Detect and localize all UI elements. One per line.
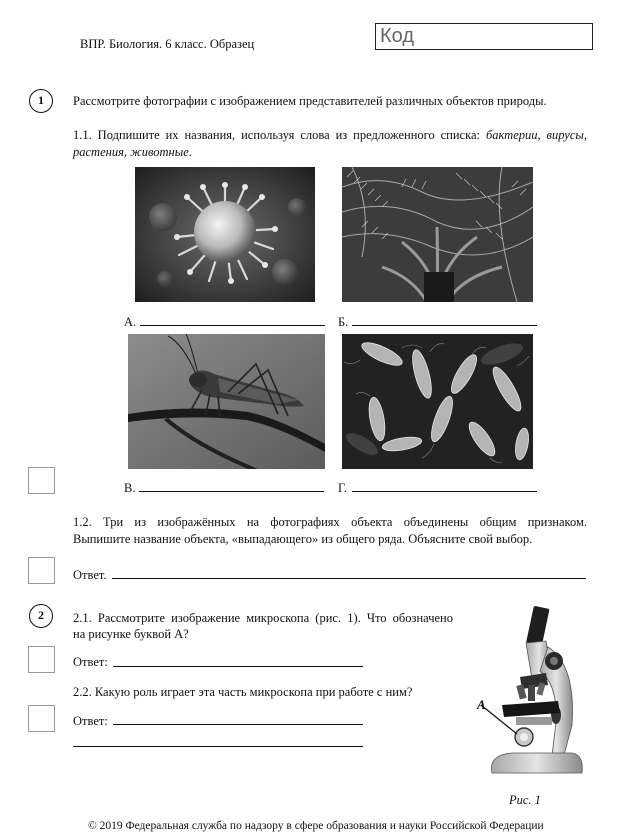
- answer-line-2-2a[interactable]: [113, 724, 363, 725]
- code-label: Код: [380, 25, 415, 47]
- answer-line-v[interactable]: [139, 491, 324, 492]
- footer-copyright: © 2019 Федеральная служба по надзору в сфере образования и науки Российской Федерации: [88, 820, 544, 832]
- figure-caption: Рис. 1: [509, 793, 541, 807]
- label-v: В.: [124, 481, 136, 495]
- code-field[interactable]: [375, 23, 593, 50]
- answer-line-1-2[interactable]: [112, 578, 586, 579]
- task1-1-words-2: растения, животные: [73, 145, 189, 159]
- task2-2-text: 2.2. Какую роль играет эта часть микроскопа при работе с ним?: [73, 685, 413, 699]
- label-b: Б.: [338, 315, 349, 329]
- answer-line-2-2b[interactable]: [73, 746, 363, 747]
- photo-plant: [342, 167, 533, 302]
- task1-1-line2: растения, животные.: [73, 145, 192, 159]
- task1-1-text: 1.1. Подпишите их названия, используя слова из предложенного списка:: [73, 128, 481, 142]
- score-box-2-1[interactable]: [28, 646, 55, 673]
- label-a: А.: [124, 315, 137, 329]
- task-number-2: 2: [29, 604, 53, 628]
- microscope-figure: [468, 605, 588, 790]
- task-number-1: 1: [29, 89, 53, 113]
- photo-virus: [135, 167, 315, 302]
- task1-intro: Рассмотрите фотографии с изображением представителей различных объектов природы.: [73, 94, 547, 108]
- photo-grasshopper: [128, 334, 325, 469]
- photo-bacteria: [342, 334, 533, 469]
- answer-label-2-2: Ответ:: [73, 714, 108, 728]
- answer-label-1-2: Ответ.: [73, 568, 107, 582]
- page-header: ВПР. Биология. 6 класс. Образец: [80, 37, 255, 51]
- task2-1-line1: 2.1. Рассмотрите изображение микроскопа (рис. 1). Что обозначено: [73, 611, 453, 625]
- task1-1-words: бактерии, вирусы,: [485, 128, 587, 142]
- score-box-1-1[interactable]: [28, 467, 55, 494]
- answer-line-2-1[interactable]: [113, 666, 363, 667]
- figure-letter-a: А: [477, 697, 486, 712]
- task2-1-line2: на рисунке буквой А?: [73, 627, 189, 641]
- score-box-2-2[interactable]: [28, 705, 55, 732]
- answer-line-a[interactable]: [140, 325, 325, 326]
- answer-label-2-1: Ответ:: [73, 655, 108, 669]
- answer-line-b[interactable]: [352, 325, 537, 326]
- label-g: Г.: [338, 481, 347, 495]
- task1-1-line1: [73, 127, 587, 143]
- score-box-1-2[interactable]: [28, 557, 55, 584]
- task1-2-line1: 1.2. Три из изображённых на фотографиях объекта объединены общим признаком.: [73, 515, 587, 529]
- answer-line-g[interactable]: [352, 491, 537, 492]
- task1-2-line2: Выпишите название объекта, «выпадающего» из общего ряда. Объясните свой выбор.: [73, 532, 533, 546]
